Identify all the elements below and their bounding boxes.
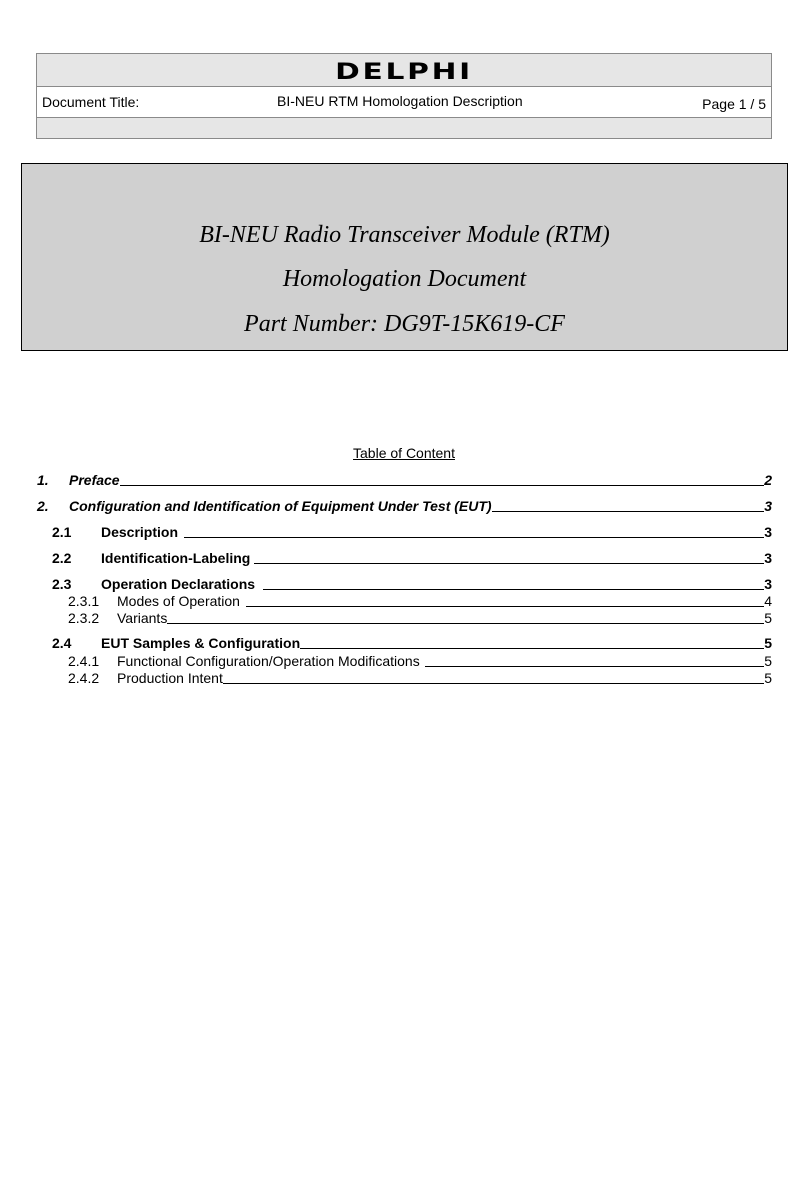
toc-leader	[263, 589, 764, 590]
toc-page: 3	[764, 524, 772, 540]
toc-title: EUT Samples & Configuration	[101, 635, 301, 651]
toc-heading: Table of Content	[353, 445, 455, 461]
toc-page: 3	[764, 576, 772, 592]
toc-entry[interactable]	[52, 550, 772, 566]
toc-leader	[492, 511, 765, 512]
toc-title: Functional Configuration/Operation Modifications	[117, 653, 420, 669]
toc-leader	[300, 648, 764, 649]
toc-entry[interactable]	[52, 576, 772, 592]
toc-page: 5	[764, 670, 772, 686]
toc-number: 2.3.2	[68, 610, 100, 626]
toc-page: 5	[764, 653, 772, 669]
toc-title: Preface	[69, 472, 120, 488]
toc-entry[interactable]	[68, 593, 772, 609]
logo-row	[37, 54, 771, 87]
toc-title: Production Intent	[117, 670, 223, 686]
toc-number: 2.4	[52, 635, 72, 651]
toc-number: 1.	[37, 472, 49, 488]
toc-leader	[120, 485, 765, 486]
toc-leader	[223, 683, 764, 684]
toc-title: Modes of Operation	[117, 593, 240, 609]
toc-title: Configuration and Identification of Equipment Under Test (EUT)	[69, 498, 492, 514]
document-header	[36, 53, 772, 139]
toc-entry[interactable]	[37, 472, 772, 488]
toc-page: 5	[764, 610, 772, 626]
delphi-logo: DELPHI	[335, 59, 473, 85]
toc-entry[interactable]	[68, 653, 772, 669]
toc-number: 2.3	[52, 576, 72, 592]
page-number: Page 1 / 5	[702, 96, 766, 112]
header-blank-row	[37, 118, 771, 138]
toc-number: 2.4.1	[68, 653, 100, 669]
toc-entry[interactable]	[68, 610, 772, 626]
toc-number: 2.1	[52, 524, 72, 540]
title-row	[37, 87, 771, 118]
toc-page: 4	[764, 593, 772, 609]
toc-leader	[184, 537, 764, 538]
title-line-2: Homologation Document	[282, 266, 527, 292]
title-block	[21, 163, 788, 351]
toc-entry[interactable]	[52, 524, 772, 540]
toc-entry[interactable]	[52, 635, 772, 651]
toc-leader	[425, 666, 764, 667]
toc-title: Description	[101, 524, 179, 540]
toc-page: 5	[764, 635, 772, 651]
toc-page: 3	[764, 498, 772, 514]
title-line-1: BI-NEU Radio Transceiver Module (RTM)	[199, 222, 610, 248]
toc-leader	[254, 563, 764, 564]
title-line-3: Part Number: DG9T-15K619-CF	[244, 311, 565, 337]
doc-title-label: Document Title:	[42, 94, 140, 110]
toc-number: 2.4.2	[68, 670, 100, 686]
toc-leader	[167, 623, 764, 624]
toc-title: Identification-Labeling	[101, 550, 251, 566]
doc-title: BI-NEU RTM Homologation Description	[277, 93, 523, 109]
toc-title: Operation Declarations	[101, 576, 256, 592]
toc-number: 2.2	[52, 550, 72, 566]
toc-entry[interactable]	[37, 498, 772, 514]
toc-entry[interactable]	[68, 670, 772, 686]
toc-number: 2.	[37, 498, 49, 514]
toc-title: Variants	[117, 610, 168, 626]
toc-number: 2.3.1	[68, 593, 100, 609]
toc-leader	[246, 606, 764, 607]
toc-page: 3	[764, 550, 772, 566]
toc-page: 2	[764, 472, 772, 488]
